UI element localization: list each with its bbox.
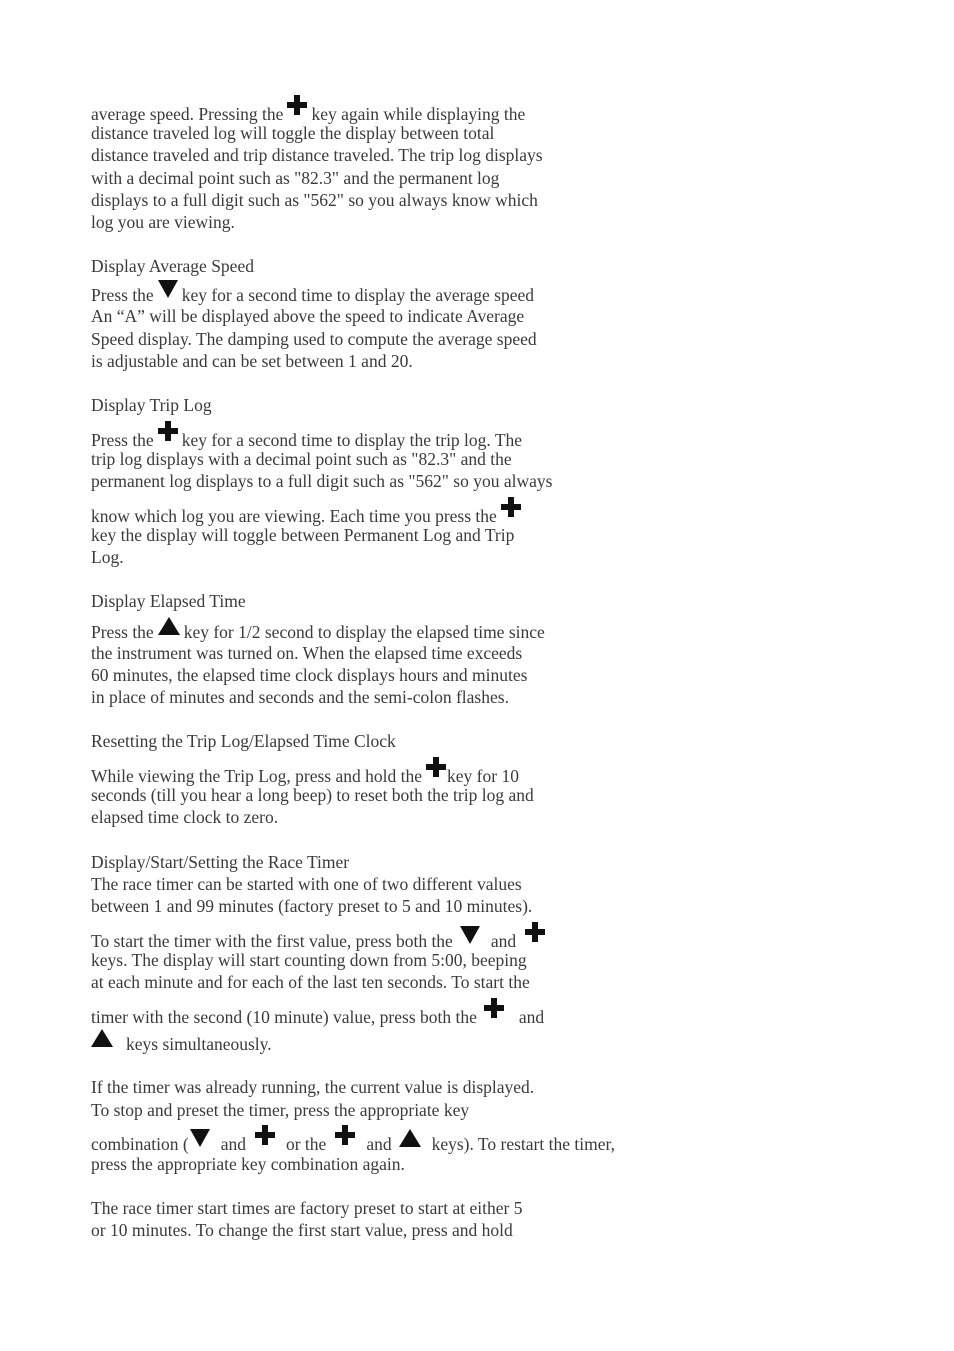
text-run: key for a second time to display the average speed [181,285,535,305]
plus-key-icon [287,95,307,115]
text-line: keys. The display will start counting down from 5:00, beeping [91,950,527,970]
text-line: elapsed time clock to zero. [91,807,279,827]
text-run: keys). To restart the timer, [431,1134,615,1154]
text-run: key for 1/2 second to display the elapsed time since [183,622,545,642]
up-arrow-key-icon [399,1129,421,1147]
text-line: displays to a full digit such as "562" so you always know which [91,190,538,210]
text-run: Press the [91,285,154,305]
text-line: key the display will toggle between Permanent Log and Trip [91,525,515,545]
text-run: or the [285,1134,327,1154]
plus-key-icon [335,1125,355,1145]
text-line: log you are viewing. [91,212,235,232]
text-line: distance traveled log will toggle the display between total [91,123,495,143]
text-run: Press the [91,622,154,642]
up-arrow-key-icon [91,1029,113,1047]
text-line: between 1 and 99 minutes (factory preset to 5 and 10 minutes). [91,896,533,916]
text-run: timer with the second (10 minute) value, press both the [91,1007,477,1027]
text-line: The race timer can be started with one of two different values [91,874,522,894]
text-run: and [366,1134,392,1154]
text-line [91,1130,615,1155]
text-run: While viewing the Trip Log, press and hold the [91,766,423,786]
text-line: permanent log displays to a full digit such as "562" so you always [91,471,553,491]
text-line [91,1003,544,1028]
plus-key-icon [525,922,545,942]
text-run: key for a second time to display the trip log. The [181,430,523,450]
down-arrow-key-icon [158,280,178,298]
text-line: An “A” will be displayed above the speed to indicate Average [91,306,525,326]
text-run: To start the timer with the first value, press both the [91,931,453,951]
plus-key-icon [501,497,521,517]
section-heading-average-speed: Display Average Speed [91,256,254,276]
text-line: 60 minutes, the elapsed time clock displays hours and minutes [91,665,528,685]
text-run: and [518,1007,545,1027]
text-line: is adjustable and can be set between 1 and 20. [91,351,413,371]
text-run: average speed. Pressing the [91,104,284,124]
plus-key-icon [255,1125,275,1145]
text-line: press the appropriate key combination again. [91,1154,405,1174]
text-run: and [490,931,517,951]
text-run: key for 10 [447,766,519,786]
text-line: at each minute and for each of the last ten seconds. To start the [91,972,530,992]
text-line: distance traveled and trip distance traveled. The trip log displays [91,145,543,165]
text-line: Speed display. The damping used to compute the average speed [91,329,537,349]
text-line [91,283,534,306]
down-arrow-key-icon [190,1129,210,1147]
section-heading-trip-log: Display Trip Log [91,395,212,415]
text-run: Press the [91,430,154,450]
text-line: or 10 minutes. To change the first start value, press and hold [91,1220,513,1240]
text-line: If the timer was already running, the current value is displayed. [91,1077,535,1097]
text-run: combination ( [91,1134,189,1154]
plus-key-icon [484,998,504,1018]
text-line [91,620,545,643]
section-heading-reset: Resetting the Trip Log/Elapsed Time Clock [91,731,396,751]
text-run: know which log you are viewing. Each time you press the [91,506,497,526]
text-line: Log. [91,547,124,567]
text-line [91,1032,272,1055]
section-heading-race-timer: Display/Start/Setting the Race Timer [91,852,350,872]
plus-key-icon [426,757,446,777]
text-line: seconds (till you hear a long beep) to reset both the trip log and [91,785,534,805]
up-arrow-key-icon [158,617,180,635]
text-run: key again while displaying the [311,104,526,124]
text-line: The race timer start times are factory preset to start at either 5 [91,1198,523,1218]
plus-key-icon [158,421,178,441]
text-run: and [220,1134,246,1154]
text-line: trip log displays with a decimal point such as "82.3" and the [91,449,512,469]
text-line: To stop and preset the timer, press the appropriate key [91,1100,470,1120]
down-arrow-key-icon [460,926,480,944]
text-line: in place of minutes and seconds and the semi-colon flashes. [91,687,509,707]
section-heading-elapsed-time: Display Elapsed Time [91,591,246,611]
text-run: keys simultaneously. [126,1034,272,1054]
text-line: the instrument was turned on. When the elapsed time exceeds [91,643,523,663]
text-line: with a decimal point such as "82.3" and the permanent log [91,168,500,188]
